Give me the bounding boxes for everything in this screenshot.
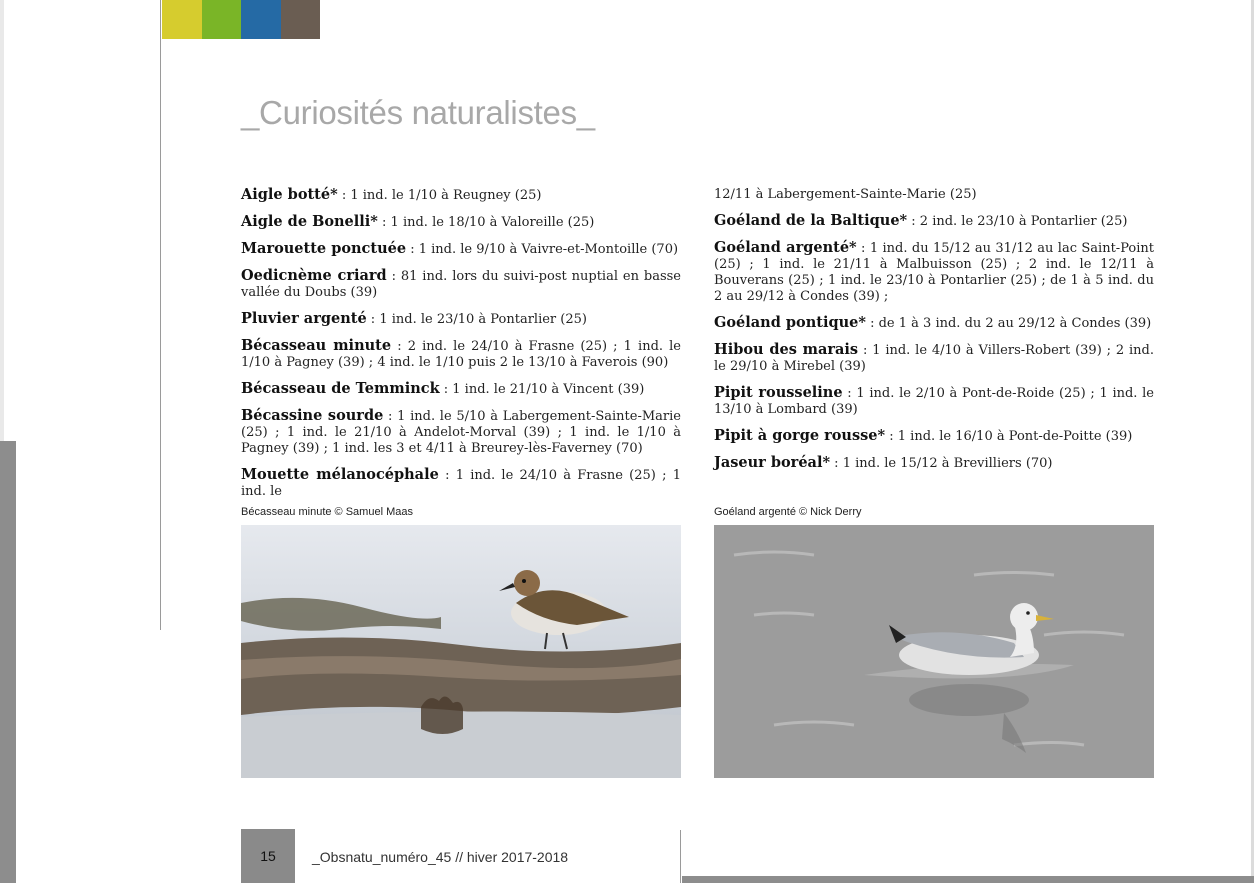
margin-rule bbox=[160, 0, 161, 630]
species-name: Jaseur boréal* bbox=[714, 454, 831, 471]
species-entry bbox=[241, 311, 681, 328]
color-swatches bbox=[162, 0, 320, 39]
species-observation: : 2 ind. le 24/10 à Frasne (25) ; 1 ind. le 1/10 à Pagney (39) ; 4 ind. le 1/10 puis 2 le 13/10 à Faverois (90) bbox=[241, 339, 682, 370]
page-edge-left bbox=[0, 0, 4, 441]
swatch-blue bbox=[241, 0, 281, 39]
species-name: Hibou des marais bbox=[714, 341, 859, 358]
left-column bbox=[241, 187, 681, 510]
species-observation: : 2 ind. le 23/10 à Pontarlier (25) bbox=[907, 214, 1128, 229]
species-observation: : 1 ind. le 9/10 à Vaivre-et-Montoille (70) bbox=[406, 242, 679, 257]
page-shadow-bottom bbox=[682, 876, 1254, 883]
species-name: Pluvier argenté bbox=[241, 310, 367, 327]
species-name: Bécasseau de Temminck bbox=[241, 380, 440, 397]
swatch-green bbox=[202, 0, 242, 39]
species-name: Pipit rousseline bbox=[714, 384, 843, 401]
species-name: Bécassine sourde bbox=[241, 407, 384, 424]
species-observation: : 1 ind. le 18/10 à Valoreille (25) bbox=[377, 215, 595, 230]
species-entry bbox=[241, 467, 681, 500]
species-name: Pipit à gorge rousse* bbox=[714, 427, 886, 444]
species-entry bbox=[241, 408, 681, 457]
footer-rule bbox=[680, 830, 681, 883]
photo-caption-left: Bécasseau minute © Samuel Maas bbox=[241, 506, 413, 518]
species-name: Bécasseau minute bbox=[241, 337, 392, 354]
species-entry bbox=[241, 338, 681, 371]
species-observation: : 1 ind. le 23/10 à Pontarlier (25) bbox=[366, 312, 587, 327]
page-title: _Curiosités naturalistes_ bbox=[241, 94, 595, 131]
species-entry bbox=[714, 315, 1154, 332]
photo-caption-right: Goéland argenté © Nick Derry bbox=[714, 506, 862, 518]
species-name: Goéland de la Baltique* bbox=[714, 212, 908, 229]
swatch-brown bbox=[281, 0, 321, 39]
footer-publication: _Obsnatu_numéro_45 // hiver 2017-2018 bbox=[312, 849, 569, 865]
species-name: Aigle botté* bbox=[241, 186, 338, 203]
species-name: Oedicnème criard bbox=[241, 267, 387, 284]
species-name: Mouette mélanocéphale bbox=[241, 466, 439, 483]
gull-illustration bbox=[714, 525, 1154, 778]
species-name: Goéland argenté* bbox=[714, 239, 857, 256]
species-entry bbox=[241, 214, 681, 231]
species-entry bbox=[714, 342, 1154, 375]
species-observation: : 1 ind. le 15/12 à Brevilliers (70) bbox=[830, 456, 1053, 471]
sandpiper-illustration bbox=[241, 525, 681, 778]
page-number: 15 bbox=[241, 829, 295, 883]
species-observation: : 1 ind. le 4/10 à Villers-Robert (39) ; 2 ind. le 29/10 à Mirebel (39) bbox=[714, 343, 1154, 374]
species-observation: : 1 ind. le 21/10 à Vincent (39) bbox=[439, 382, 645, 397]
right-column-entries bbox=[714, 213, 1154, 472]
species-entry bbox=[714, 240, 1154, 305]
species-entry bbox=[714, 213, 1154, 230]
species-entry bbox=[241, 268, 681, 301]
species-observation: : de 1 à 3 ind. du 2 au 29/12 à Condes (39) bbox=[865, 316, 1152, 331]
species-name: Marouette ponctuée bbox=[241, 240, 407, 257]
species-name: Goéland pontique* bbox=[714, 314, 866, 331]
species-entry bbox=[241, 187, 681, 204]
right-column bbox=[714, 187, 1154, 482]
page-shadow-left bbox=[0, 441, 16, 883]
species-entry bbox=[714, 455, 1154, 472]
gull-photo bbox=[714, 525, 1154, 778]
species-entry bbox=[714, 385, 1154, 418]
species-name: Aigle de Bonelli* bbox=[241, 213, 378, 230]
species-observation: : 1 ind. le 5/10 à Labergement-Sainte-Marie (25) ; 1 ind. le 21/10 à Andelot-Morval (39) ; 1 ind. le 1/10 à Pagney (39) ; 1 ind. les 3 et 4/11 à Breurey-lès-Faverney (70) bbox=[241, 409, 681, 456]
species-observation: : 1 ind. le 2/10 à Pont-de-Roide (25) ; 1 ind. le 13/10 à Lombard (39) bbox=[714, 386, 1154, 417]
species-observation: : 1 ind. le 16/10 à Pont-de-Poitte (39) bbox=[885, 429, 1133, 444]
species-entry bbox=[241, 241, 681, 258]
swatch-yellow bbox=[162, 0, 202, 39]
sandpiper-photo bbox=[241, 525, 681, 778]
species-observation: : 81 ind. lors du suivi-post nuptial en basse vallée du Doubs (39) bbox=[241, 269, 681, 300]
continuation-text: 12/11 à Labergement-Sainte-Marie (25) bbox=[714, 187, 977, 202]
species-observation: : 1 ind. le 1/10 à Reugney (25) bbox=[337, 188, 542, 203]
species-observation: : 1 ind. du 15/12 au 31/12 au lac Saint-Point (25) ; 1 ind. le 21/11 à Malbuisson (25) ; 2 ind. le 12/11 à Bouverans (25) ; 1 ind. le 23/10 à Pontarlier (25) ; de 1 à 5 ind. du 2 au 29/12 à Condes (39) ; bbox=[714, 241, 1155, 304]
species-entry bbox=[714, 428, 1154, 445]
species-entry bbox=[241, 381, 681, 398]
species-observation: : 1 ind. le 24/10 à Frasne (25) ; 1 ind. le bbox=[241, 468, 681, 499]
